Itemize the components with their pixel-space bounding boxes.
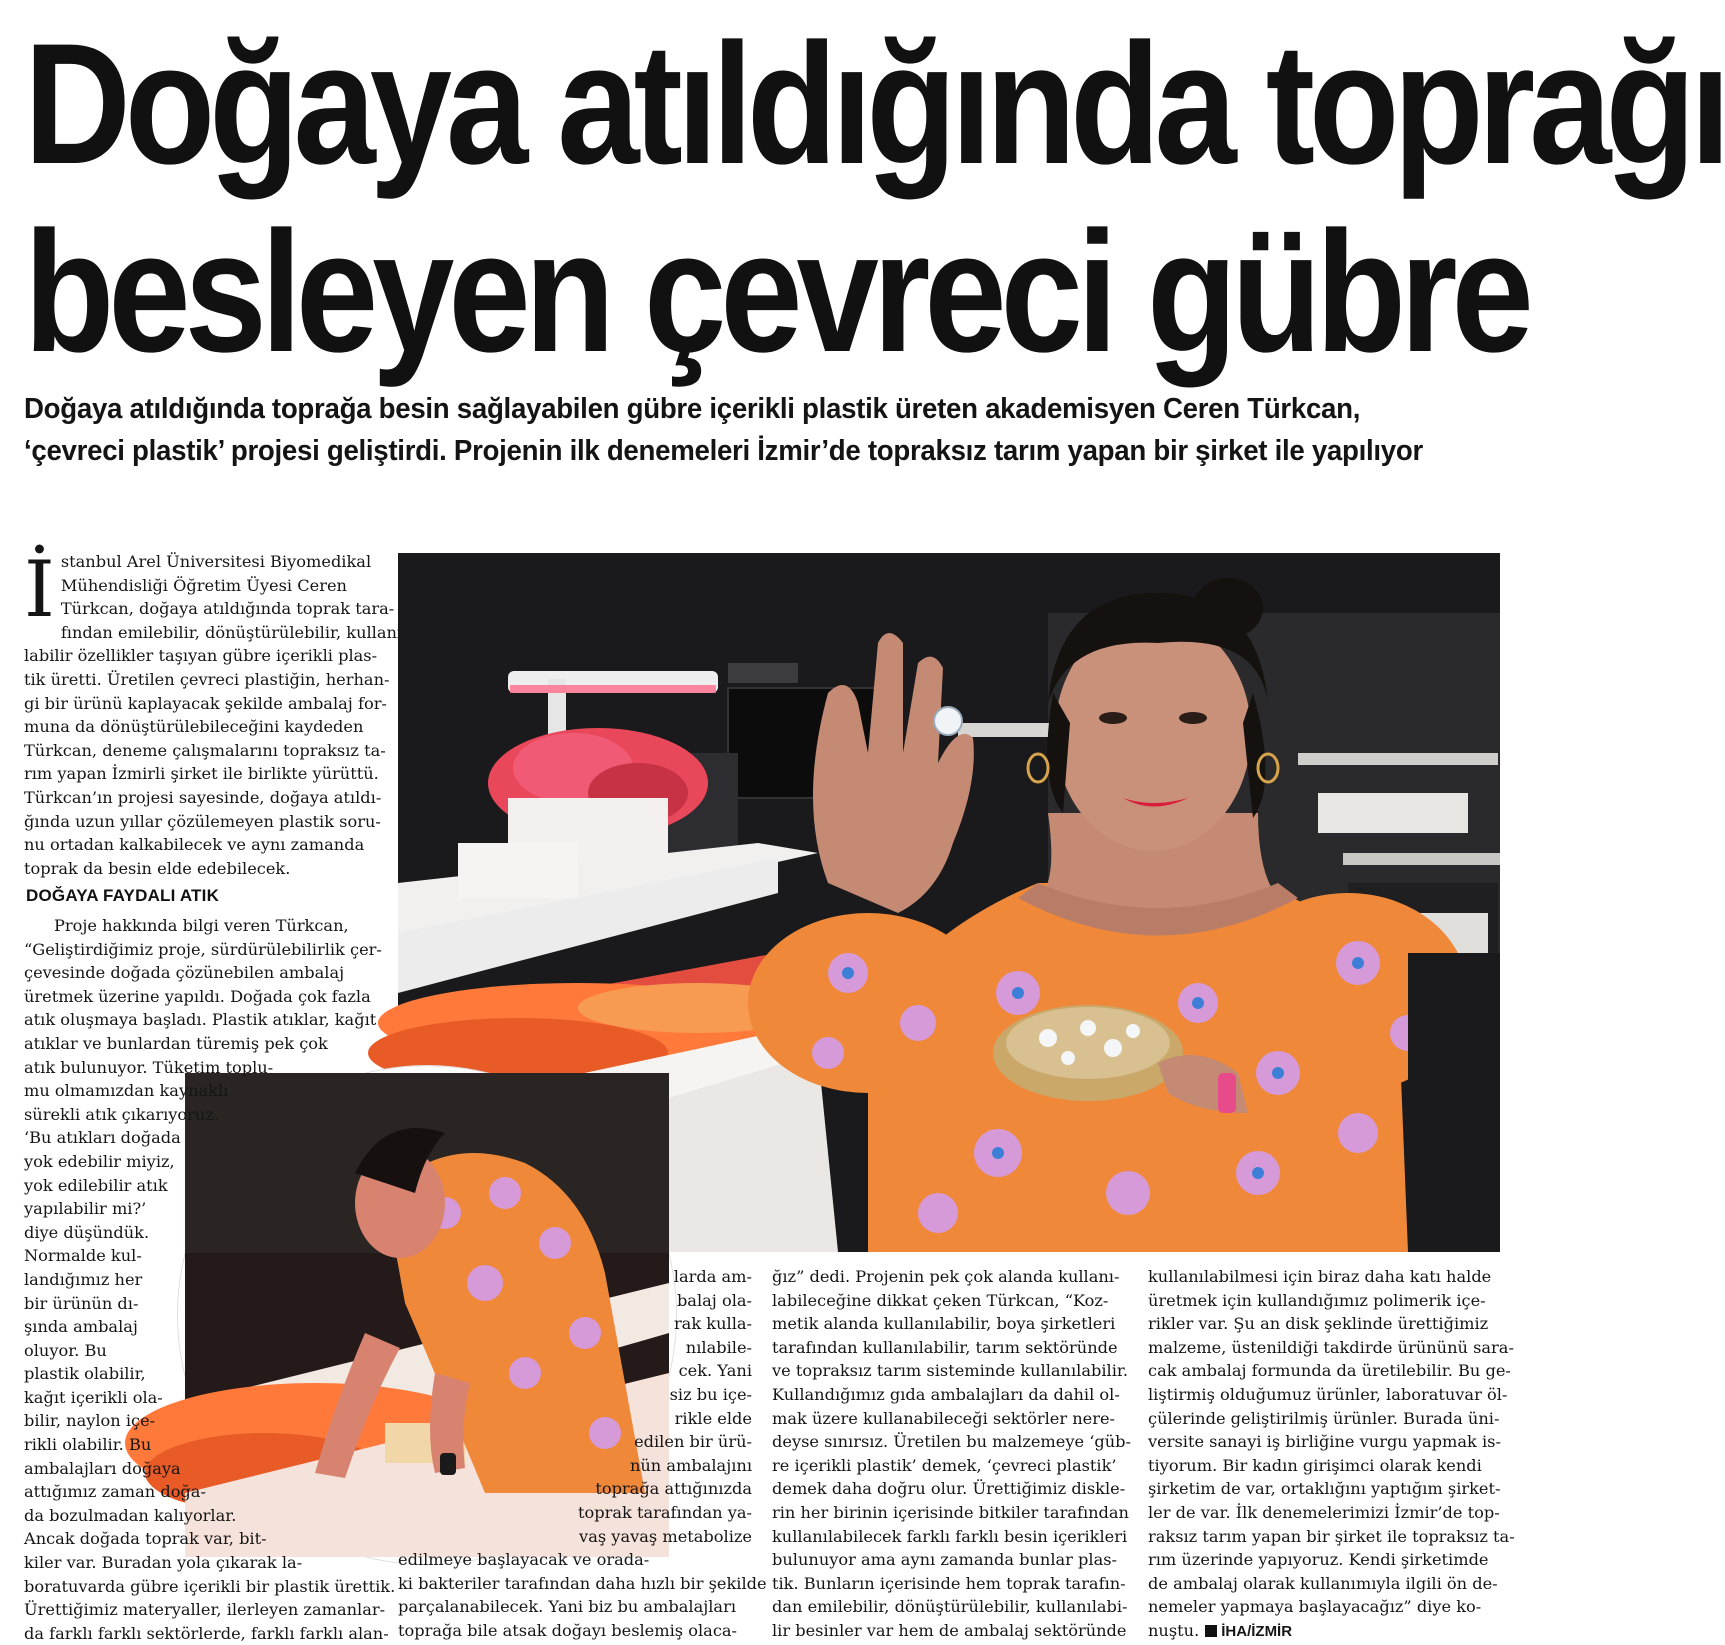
section-subhead: DOĞAYA FAYDALI ATIK <box>26 886 220 905</box>
text-line: dan emilebilir, dönüştürülebilir, kullanılabi- <box>772 1597 1128 1617</box>
text-line: toprak da besin elde edebilecek. <box>24 858 291 878</box>
text-line: stanbul Arel Üniversitesi Biyomedikal <box>60 552 372 571</box>
text-line: çevesinde doğada çözünebilen ambalaj <box>24 963 345 983</box>
text-line: nılabile- <box>685 1337 752 1357</box>
text-line: siz bu içe- <box>669 1384 752 1404</box>
intro-column <box>24 545 408 880</box>
byline-square-icon <box>1205 1625 1217 1637</box>
text-line: deyse sınırsız. Üretilen bu malzemeye ‘güb- <box>772 1432 1132 1452</box>
text-line: raksız tarım yapan bir şirket ile topraksız ta- <box>1148 1526 1515 1546</box>
text-line: malzeme, üstenildiği takdirde ürününü sara- <box>1148 1337 1514 1357</box>
text-line: metik alanda kullanılabilir, boya şirketleri <box>772 1314 1116 1334</box>
drop-cap: İ <box>24 545 55 635</box>
text-line: ğında uzun yıllar çözülemeyen plastik soru- <box>24 811 381 831</box>
text-line: bir ürünün dı- <box>24 1293 139 1313</box>
text-line: kullanılabilecek farklı farklı besin içerikleri <box>772 1526 1128 1546</box>
text-line: re içerikli plastik’ demek, ‘çevreci plastik’ <box>772 1455 1117 1475</box>
text-line: rım üzerinde yapıyoruz. Kendi şirketimde <box>1148 1550 1489 1570</box>
text-line: mu olmamızdan kaynaklı <box>24 1081 229 1101</box>
text-line: larda am- <box>673 1267 752 1286</box>
text-line: toprağa attığınızda <box>595 1479 752 1499</box>
text-line: atıklar ve bunlardan türemiş pek çok <box>24 1033 328 1053</box>
text-line: atık oluşmaya başladı. Plastik atıklar, kağıt <box>24 1010 377 1030</box>
text-line: rak kulla- <box>673 1314 752 1334</box>
text-line: üretmek için kullandığımız polimerik içe- <box>1148 1290 1486 1310</box>
text-line: attığımız zaman doğa- <box>24 1482 206 1502</box>
headline-line-2: besleyen çevreci gübre <box>24 196 1528 388</box>
text-line: şirketim de var, ortaklığını yaptığım şirket- <box>1148 1479 1501 1499</box>
text-line: da bozulmadan kalıyorlar. <box>24 1505 237 1525</box>
text-line: rin her birinin içerisinde bitkiler tarafından <box>772 1502 1129 1522</box>
text-line: tarafından kullanılabilir, tarım sektöründe <box>772 1337 1118 1357</box>
text-line: nemeler yapmaya başlayacağız” diye ko- <box>1148 1597 1482 1617</box>
text-line: toprağa bile atsak doğayı beslemiş olaca- <box>398 1620 738 1640</box>
text-line: edilmeye başlayacak ve orada- <box>398 1550 650 1570</box>
text-line: üretmek üzerine yapıldı. Doğada çok fazla <box>24 986 371 1006</box>
text-line: ki bakteriler tarafından daha hızlı bir şekilde <box>398 1573 767 1593</box>
text-line: Normalde kul- <box>24 1246 142 1266</box>
text-line: liştirmiş olduğumuz ürünler, laboratuvar öl- <box>1148 1384 1508 1404</box>
body-column-3 <box>772 1265 1132 1643</box>
byline: İHA/İZMİR <box>1221 1622 1293 1640</box>
text-line: rım yapan İzmirli şirket ile birlikte yürüttü. <box>24 764 379 784</box>
text-line: Mühendisliği Öğretim Üyesi Ceren <box>60 575 347 595</box>
text-line: muna da dönüştürülebileceğini kaydeden <box>24 717 364 737</box>
text-line: kiler var. Buradan yola çıkarak la- <box>24 1553 303 1573</box>
text-line: balaj ola- <box>676 1290 752 1310</box>
headline-line-1: Doğaya atıldığında toprağı <box>24 8 1725 200</box>
text-line: cek. Yani <box>678 1361 752 1381</box>
text-line: mak üzere kullanabileceği sektörler nere- <box>772 1408 1116 1428</box>
text-line: fından emilebilir, dönüştürülebilir, kullanı- <box>60 622 408 642</box>
text-line: atık bulunuyor. Tüketim toplu- <box>24 1057 274 1077</box>
text-line: Türkcan’ın projesi sayesinde, doğaya atıldı- <box>24 787 382 807</box>
text-line: Ürettiğimiz materyaller, ilerleyen zamanlar- <box>24 1600 386 1620</box>
text-line: rikle elde <box>674 1408 752 1428</box>
headline <box>24 8 1725 388</box>
text-line: boratuvarda gübre içerikli bir plastik ürettik. <box>24 1576 396 1596</box>
text-line: Kullandığımız gıda ambalajları da dahil ol- <box>772 1384 1120 1404</box>
text-line: labileceğine dikkat çeken Türkcan, “Koz- <box>772 1290 1109 1310</box>
text-line: landığımız her <box>24 1269 143 1289</box>
text-line: bulunuyor ama aynı zamanda bunlar plas- <box>772 1550 1118 1570</box>
text-line: de ambalaj olarak kullanımıyla ilgili ön de- <box>1148 1573 1498 1593</box>
text-line: sürekli atık çıkarıyoruz. <box>24 1104 219 1124</box>
text-line: tiyorum. Bir kadın girişimci olarak kendi <box>1148 1455 1482 1475</box>
text-line: Türkcan, doğaya atıldığında toprak tara- <box>60 599 395 619</box>
text-line: Ancak doğada toprak var, bit- <box>24 1529 267 1549</box>
text-line: plastik olabilir, <box>24 1364 146 1384</box>
text-line: rikler var. Şu an disk şeklinde ürettiğimiz <box>1148 1314 1489 1334</box>
text-line: Proje hakkında bilgi veren Türkcan, <box>54 916 349 935</box>
text-line: çülerinde geliştirilmiş ürünler. Burada üni- <box>1148 1408 1500 1428</box>
text-line: parçalanabilecek. Yani biz bu ambalajları <box>398 1597 736 1617</box>
text-line: ğız” dedi. Projenin pek çok alanda kullanı- <box>772 1267 1120 1286</box>
text-line: yok edilebilir atık <box>24 1175 168 1195</box>
text-line: oluyor. Bu <box>24 1340 107 1360</box>
text-line: nu ortadan kalkabilecek ve aynı zamanda <box>24 835 365 855</box>
text-line: “Geliştirdiğimiz proje, sürdürülebilirlik çer- <box>24 939 382 959</box>
text-line: yok edebilir miyiz, <box>24 1151 175 1171</box>
text-line: toprak tarafından ya- <box>578 1502 752 1522</box>
text-line: labilir özellikler taşıyan gübre içerikli plas- <box>24 646 378 666</box>
text-line: demek daha doğru olur. Ürettiğimiz diskle- <box>772 1479 1126 1499</box>
text-line: ambalajları doğaya <box>24 1458 181 1478</box>
text-line: kağıt içerikli ola- <box>24 1387 163 1407</box>
text-line: bilir, naylon içe- <box>24 1411 156 1431</box>
body-column-4 <box>1148 1265 1515 1644</box>
text-line: lir besinler var hem de ambalaj sektöründe <box>772 1620 1127 1640</box>
body-column-2 <box>398 1265 767 1643</box>
text-line: Türkcan, deneme çalışmalarını topraksız ta- <box>24 740 386 760</box>
text-line: da farklı farklı sektörlerde, farklı farklı alan- <box>24 1623 389 1643</box>
text-line: ler de var. İlk denemelerimizi İzmir’de top- <box>1148 1502 1500 1522</box>
text-line: ve topraksız tarım sisteminde kullanılabilir. <box>772 1361 1128 1381</box>
body-column-1 <box>24 914 406 1645</box>
closing-text: nuştu. <box>1148 1620 1200 1640</box>
text-line: versite sanayi iş birliğine vurgu yapmak is- <box>1148 1432 1501 1452</box>
text-line: diye düşündük. <box>24 1222 150 1242</box>
spot-line-1: Doğaya atıldığında toprağa besin sağlayabilen gübre içerikli plastik üreten akademisyen Ceren Türkcan, <box>24 393 1361 425</box>
text-line: cak ambalaj formunda da üretilebilir. Bu ge- <box>1148 1361 1511 1381</box>
text-line: şında ambalaj <box>24 1317 138 1337</box>
text-line: tik üretti. Üretilen çevreci plastiğin, herhan- <box>24 669 390 689</box>
text-line: gi bir ürünü kaplayacak şekilde ambalaj for- <box>24 693 387 713</box>
text-line: yapılabilir mi?’ <box>24 1199 147 1219</box>
text-line: kullanılabilmesi için biraz daha katı halde <box>1148 1267 1492 1286</box>
text-line: rikli olabilir. Bu <box>24 1435 152 1455</box>
spot-text <box>24 388 1458 472</box>
spot-line-2: ‘çevreci plastik’ projesi geliştirdi. Projenin ilk denemeleri İzmir’de topraksız tarım yapan bir şirket ile yapılıyor <box>24 435 1423 467</box>
closing-line <box>1148 1619 1502 1644</box>
text-line: tik. Bunların içerisinde hem toprak tarafın- <box>772 1573 1126 1593</box>
text-line: edilen bir ürü- <box>634 1432 752 1452</box>
text-line: nün ambalajını <box>629 1455 752 1475</box>
text-line: ‘Bu atıkları doğada <box>24 1128 181 1148</box>
text-line: vaş yavaş metabolize <box>579 1526 752 1546</box>
